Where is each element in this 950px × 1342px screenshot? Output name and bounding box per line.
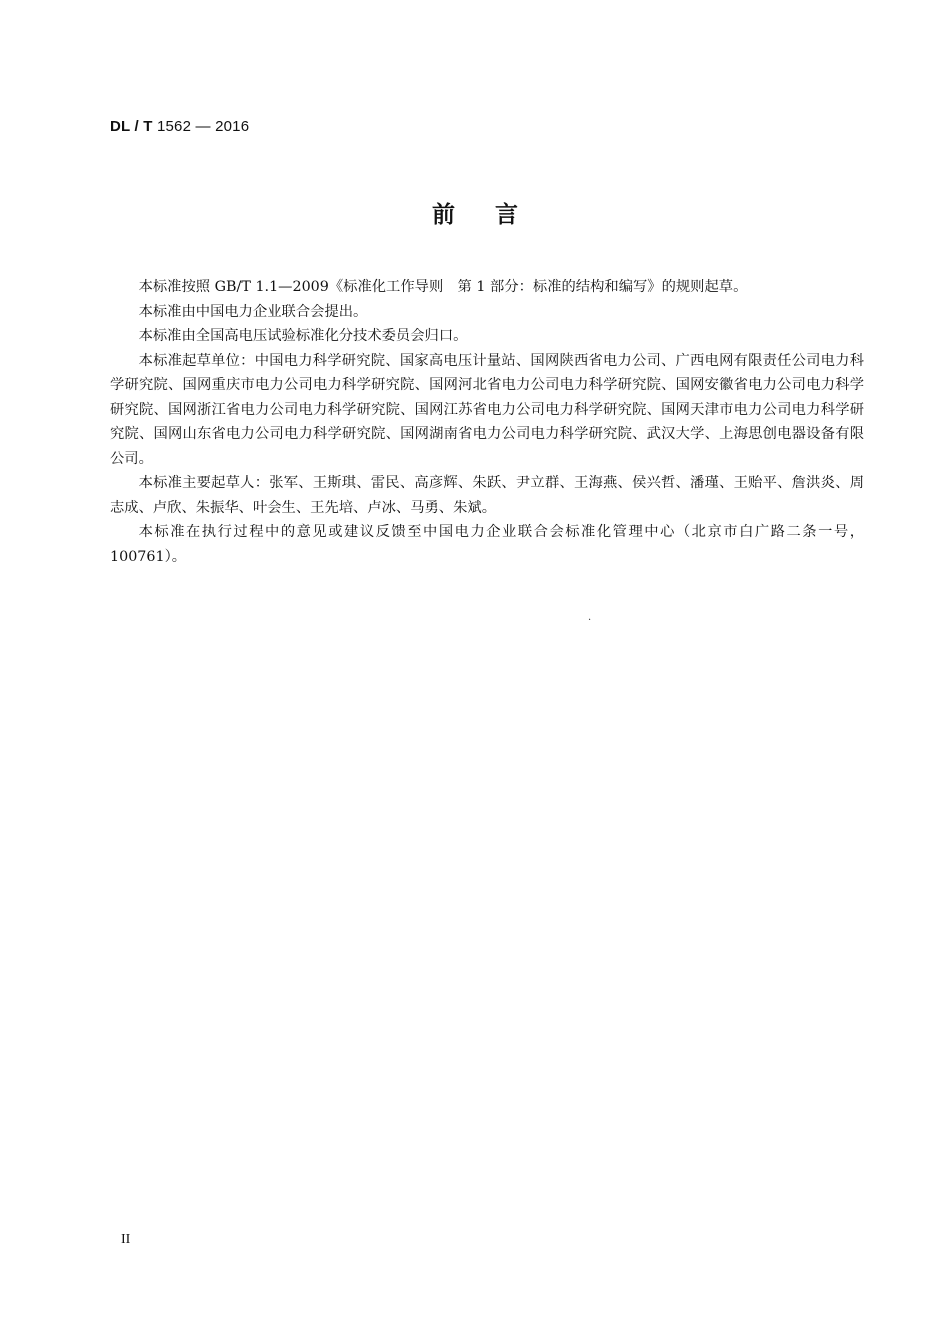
- standard-code-prefix: DL / T: [110, 118, 153, 135]
- page-title: 前言: [432, 202, 558, 228]
- standard-code: [110, 118, 249, 135]
- paragraph-under-jurisdiction: 本标准由全国高电压试验标准化分技术委员会归口。: [138, 328, 468, 344]
- standard-code-number: 1562 — 2016: [152, 118, 250, 135]
- paragraph-drafting-rules: 本标准按照 GB/T 1.1—2009《标准化工作导则 第 1 部分：标准的结构和编写》的规则起草。: [138, 279, 748, 295]
- foreword-body: [110, 275, 864, 569]
- paragraph-main-drafters: 本标准主要起草人：张军、王斯琪、雷民、高彦辉、朱跃、尹立群、王海燕、侯兴哲、潘瑾、王贻平、詹洪炎、周志成、卢欣、朱振华、叶会生、王先培、卢冰、马勇、朱斌。: [110, 475, 864, 516]
- paragraph-drafting-units: 本标准起草单位：中国电力科学研究院、国家高电压计量站、国网陕西省电力公司、广西电网有限责任公司电力科学研究院、国网重庆市电力公司电力科学研究院、国网河北省电力公司电力科学研究院、国网安徽省电力公司电力科学研究院、国网浙江省电力公司电力科学研究院、国网江苏省电力公司电力科学研究院、国网天津市电力公司电力科学研究院、国网山东省电力公司电力科学研究院、国网湖南省电力公司电力科学研究院、武汉大学、上海思创电器设备有限公司。: [110, 352, 864, 467]
- stray-mark: .: [588, 612, 592, 623]
- paragraph-proposed-by: 本标准由中国电力企业联合会提出。: [138, 303, 368, 320]
- page-number: II: [121, 1232, 131, 1247]
- paragraph-feedback: 本标准在执行过程中的意见或建议反馈至中国电力企业联合会标准化管理中心（北京市白广路二条一号，100761）。: [110, 524, 864, 565]
